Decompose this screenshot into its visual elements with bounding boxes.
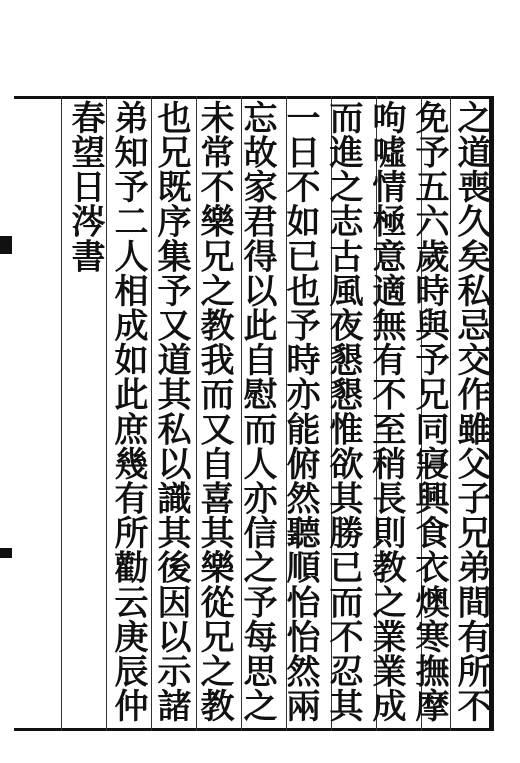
binding-margin xyxy=(0,96,14,731)
fold-mark xyxy=(0,548,12,558)
fold-mark xyxy=(0,236,12,254)
column-text: 春望日涔書 xyxy=(65,100,105,273)
text-column xyxy=(193,100,235,730)
text-column xyxy=(450,100,492,730)
text-column xyxy=(236,100,278,730)
column-text: 而進之志古風夜懇懇惟欲其勝已而不忍其 xyxy=(323,100,363,723)
column-text: 呴噓情極意適無有不至稍長則教之業業成 xyxy=(366,100,406,723)
column-text: 未常不樂兄之教我而又自喜其樂從兄之教 xyxy=(194,100,234,723)
text-column xyxy=(365,100,407,730)
column-text: 一日不如已也予時亦能俯然聽順怡怡然兩 xyxy=(280,100,320,723)
column-text: 免予五六歲時與予兄同寢興食衣燠寒撫摩 xyxy=(409,100,449,723)
column-text: 弟知予二人相成如此庶幾有所勸云庚辰仲 xyxy=(108,100,148,723)
column-text: 之道喪久矣私忌交作雖父子兄弟間有所不 xyxy=(451,100,491,723)
column-rule xyxy=(61,96,62,731)
text-column xyxy=(408,100,450,730)
text-column xyxy=(64,100,106,730)
text-column xyxy=(150,100,192,730)
text-column xyxy=(107,100,149,730)
column-text: 也兄既序集予又道其私以識其後因以示諸 xyxy=(151,100,191,723)
column-text: 忘故家君得以此自慰而人亦信之予每思之 xyxy=(237,100,277,723)
text-column xyxy=(322,100,364,730)
text-column xyxy=(279,100,321,730)
